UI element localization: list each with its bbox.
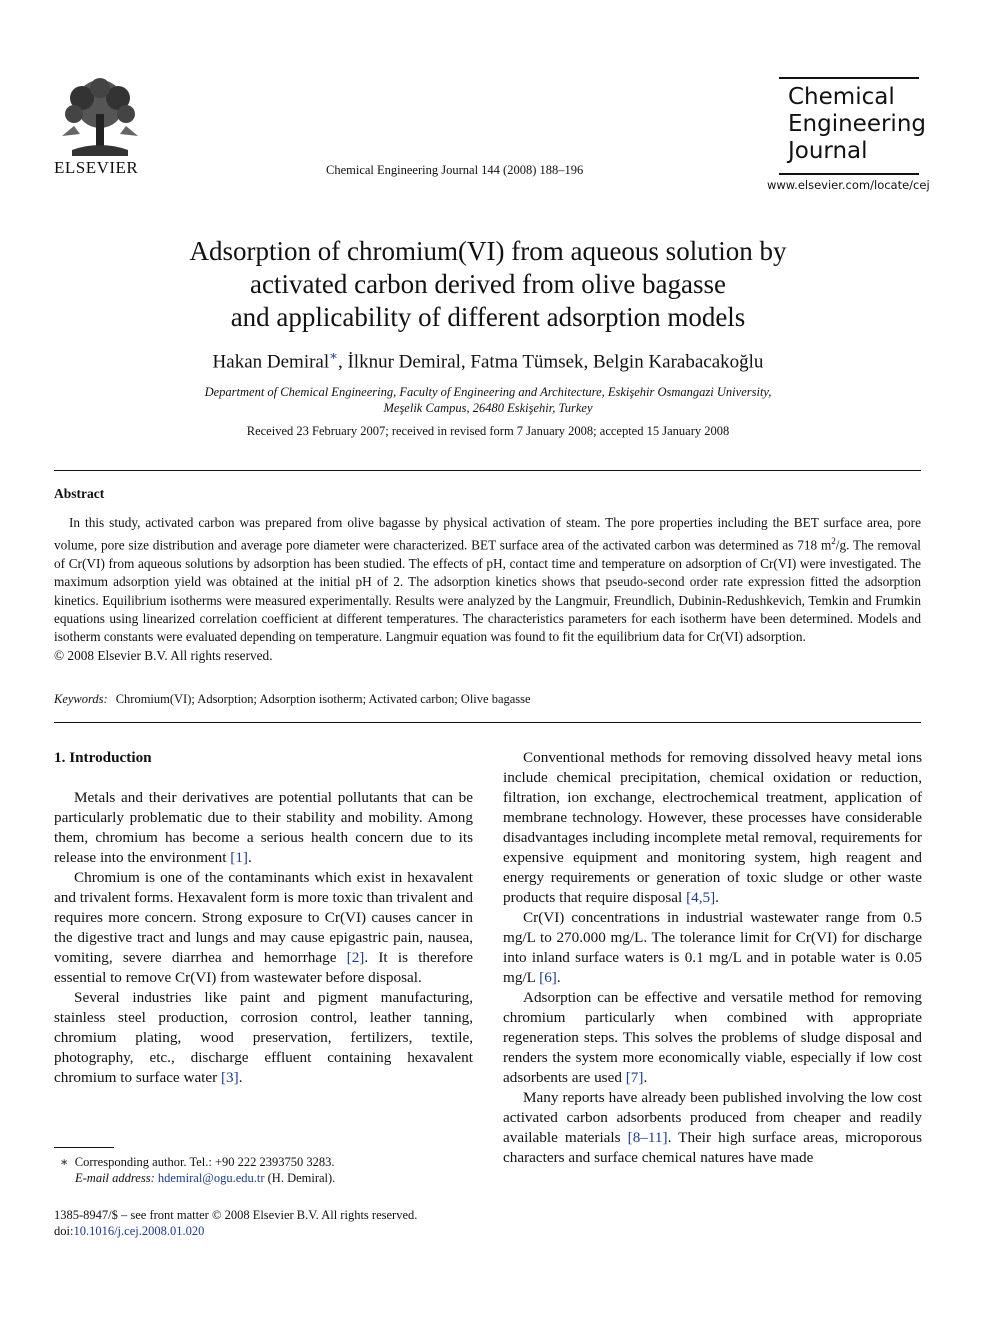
paragraph-text: Metals and their derivatives are potential pollutants that can be particularly problematic due to their stability and mobility. Among them, chromium has become a serious health concern due to its release into the environment: [54, 789, 473, 866]
paragraph-text: Conventional methods for removing dissolved heavy metal ions include chemical precipitation, chemical oxidation or reduction, filtration, ion exchange, electrochemical treatment, application of membrane technology. However, these processes have considerable disadvantages including incomplete metal removal, requirements for expensive equipment and monitoring system, high reagent and energy requirements or generation of toxic sludge or other waste products that require disposal: [503, 749, 922, 906]
received-dates: Received 23 February 2007; received in revised form 7 January 2008; accepted 15 January 2008: [246, 424, 730, 438]
doi-line: [54, 1223, 417, 1239]
superscript: 2: [831, 536, 836, 547]
paragraph-text: Chromium is one of the contaminants which exist in hexavalent and trivalent forms. Hexavalent form is more toxic than trivalent and requires more concern. Strong exposure to Cr(VI) causes cancer in the digestive tract and lungs and may cause epigastric pain, nausea, vomiting, severe diarrhea and hemorrhage: [54, 869, 473, 966]
journal-logo: [788, 84, 926, 165]
citation-link[interactable]: [4,5]: [686, 889, 716, 906]
citation-link[interactable]: [2]: [346, 949, 365, 966]
citation-link[interactable]: [7]: [625, 1069, 644, 1086]
email-label: E-mail address:: [75, 1171, 155, 1185]
journal-logo-line: Engineering: [788, 111, 926, 137]
affiliation: [150, 384, 826, 416]
abstract-body: [54, 514, 921, 665]
corresponding-author-mark[interactable]: ∗: [329, 348, 338, 363]
title-line: Adsorption of chromium(VI) from aqueous solution by: [189, 236, 787, 266]
journal-logo-line: Journal: [788, 138, 868, 164]
paragraph-text: . Their high surface areas, microporous characters and surface chemical natures have made: [503, 1129, 922, 1166]
section-heading: 1. Introduction: [54, 749, 152, 766]
author-name: Hakan Demiral: [212, 351, 330, 373]
email-link[interactable]: hdemiral@ogu.edu.tr: [157, 1171, 265, 1185]
paragraph-text: Cr(VI) concentrations in industrial wastewater range from 0.5 mg/L to 270.000 mg/L. The tolerance limit for Cr(VI) for discharge into inland surface waters is 0.1 mg/L and in potable water is 0.05 mg/L: [503, 909, 922, 986]
front-matter: [54, 1207, 417, 1239]
corresponding-author-info: Corresponding author. Tel.: +90 222 2393750 3283.: [74, 1155, 335, 1169]
paragraph-text: Adsorption can be effective and versatile method for removing chromium particularly when combined with appropriate regeneration steps. This solves the problems of sludge disposal and renders the system more economically viable, especially if low cost adsorbents are used: [503, 989, 922, 1086]
citation-link[interactable]: [3]: [221, 1069, 239, 1086]
paragraph: [503, 1088, 922, 1168]
paragraph-text: Several industries like paint and pigment manufacturing, stainless steel production, corrosion control, leather tanning, chromium plating, wood preservation, fertilizers, textile, photography, etc., discharge effluent containing hexavalent chromium to surface water: [54, 989, 473, 1086]
footnote-line: [60, 1154, 335, 1170]
affiliation-line: Meşelik Campus, 26480 Eskişehir, Turkey: [383, 401, 593, 415]
divider: [54, 470, 921, 471]
keywords-text: Chromium(VI); Adsorption; Adsorption isotherm; Activated carbon; Olive bagasse: [115, 692, 531, 706]
author-names: , İlknur Demiral, Fatma Tümsek, Belgin Karabacakoğlu: [337, 351, 764, 373]
title-line: and applicability of different adsorption models: [230, 302, 746, 332]
keywords: [54, 692, 531, 707]
paragraph: [503, 908, 922, 988]
journal-logo-line: Chemical: [788, 84, 895, 110]
journal-url[interactable]: www.elsevier.com/locate/cej: [767, 178, 930, 192]
paragraph: [54, 788, 473, 868]
doi-link[interactable]: 10.1016/j.cej.2008.01.020: [73, 1224, 205, 1238]
citation-link[interactable]: [1]: [230, 849, 248, 866]
paragraph: [503, 988, 922, 1088]
abstract-text-part: /g. The removal of Cr(VI) from aqueous solutions by adsorption has been studied. The effects of pH, contact time and temperature on adsorption of Cr(VI) were investigated. The maximum adsorption yield was obtained at the initial pH of 2. The adsorption kinetics shows that pseudo-second order rate expression fitted the adsorption kinetics. Equilibrium isotherms were measured experimentally. Results were analyzed by the Langmuir, Freundlich, Dubinin-Redushkevich, Temkin and Frumkin equations using linearized correlation coefficient at different temperatures. The characteristics parameters for each isotherm have been determined. Models and isotherm constants were evaluated depending on temperature. Langmuir equation was found to fit the equilibrium data for Cr(VI) adsorption.: [54, 537, 921, 645]
footnote: [60, 1154, 335, 1186]
author-list: [120, 348, 856, 373]
abstract-text-part: In this study, activated carbon was prepared from olive bagasse by physical activation of steam. The pore properties including the BET surface area, pore volume, pore size distribution and average pore diameter were characterized. BET surface area of the activated carbon was determined as 718 m: [54, 515, 921, 553]
publisher-name: ELSEVIER: [54, 158, 139, 177]
citation-link[interactable]: [6]: [539, 969, 557, 986]
doi-label: doi:: [54, 1224, 74, 1238]
paragraph-text: .: [643, 1069, 648, 1086]
paragraph-text: . It is therefore essential to remove Cr(VI) from wastewater before disposal.: [54, 949, 473, 986]
abstract-text: [54, 514, 921, 647]
paragraph-text: Many reports have already been published involving the low cost activated carbon adsorbents produced from cheaper and readily available materials: [503, 1089, 922, 1146]
paragraph: [54, 988, 473, 1088]
footnote-line: [60, 1170, 335, 1186]
paragraph: [54, 868, 473, 988]
journal-reference: Chemical Engineering Journal 144 (2008) 188–196: [326, 163, 584, 177]
article-title: [120, 235, 856, 334]
paragraph-text: .: [238, 1069, 243, 1086]
paragraph-text: .: [556, 969, 561, 986]
paragraph-text: .: [715, 889, 719, 906]
affiliation-line: Department of Chemical Engineering, Faculty of Engineering and Architecture, Eskişehir Osmangazi University,: [204, 385, 772, 399]
email-suffix: (H. Demiral).: [264, 1171, 336, 1185]
footnote-mark: ∗: [60, 1155, 69, 1169]
abstract-copyright: © 2008 Elsevier B.V. All rights reserved.: [54, 647, 273, 663]
issn-line: 1385-8947/$ – see front matter © 2008 Elsevier B.V. All rights reserved.: [54, 1208, 418, 1222]
divider: [54, 722, 921, 723]
paragraph-text: .: [248, 849, 252, 866]
paragraph: [503, 748, 922, 908]
title-line: activated carbon derived from olive bagasse: [249, 269, 727, 299]
abstract-heading: Abstract: [54, 486, 105, 501]
footnote-divider: [54, 1147, 114, 1148]
keywords-label: Keywords:: [54, 692, 108, 706]
citation-link[interactable]: [8–11]: [627, 1129, 668, 1146]
right-column: [503, 748, 922, 1168]
left-column: [54, 748, 473, 1088]
